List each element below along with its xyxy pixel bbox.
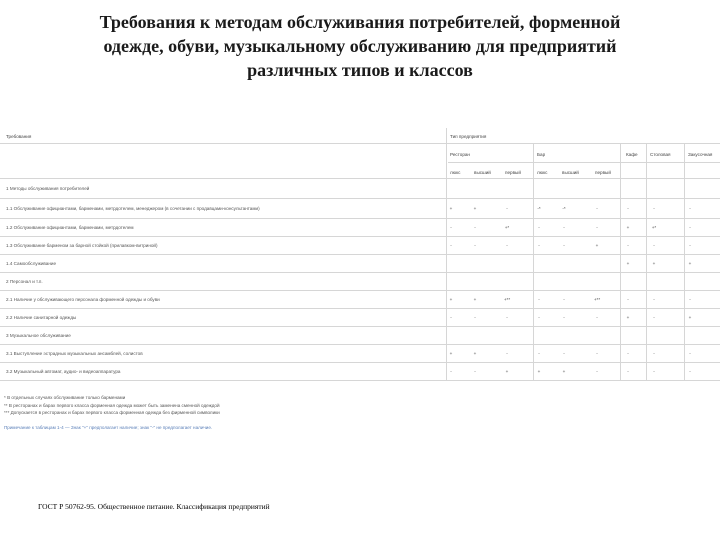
table-cell: -: [474, 369, 476, 374]
table-cell: +: [449, 351, 453, 356]
table-cell: +: [537, 369, 541, 374]
slide-title: [40, 10, 680, 82]
row-label: 3 Музыкальное обслуживание: [6, 333, 71, 338]
table-cell: -: [474, 243, 476, 248]
table-rule: [0, 198, 720, 199]
table-rule: [533, 143, 534, 380]
table-cell: -: [653, 351, 655, 356]
table-cell: -: [627, 243, 629, 248]
group-header: Ресторан: [450, 152, 470, 157]
table-cell: -*: [562, 206, 566, 211]
type-header: Тип предприятия: [450, 134, 487, 139]
table-cell: -: [563, 243, 565, 248]
row-label: 2.2 Наличие санитарной одежды: [6, 315, 77, 320]
table-cell: -: [689, 206, 691, 211]
table-cell: -: [563, 351, 565, 356]
table-cell: +: [626, 261, 630, 266]
table-cell: -: [596, 351, 598, 356]
table-cell: -: [596, 206, 598, 211]
table-rule: [0, 344, 720, 345]
table-cell: -: [689, 369, 691, 374]
row-label: 2 Персонал и т.п.: [6, 279, 43, 284]
table-cell: -: [627, 206, 629, 211]
table-cell: +: [626, 315, 630, 320]
table-note-remark: Примечание к таблицам 1-4 — Знак "+" предполагает наличие; знак "-" не предполагает наличие.: [4, 425, 213, 430]
table-rule: [0, 143, 720, 144]
table-cell: +: [505, 369, 509, 374]
table-rule: [0, 308, 720, 309]
table-cell: -: [627, 369, 629, 374]
table-cell: -: [596, 315, 598, 320]
table-cell: -: [653, 243, 655, 248]
table-cell: -: [689, 297, 691, 302]
table-cell: +**: [503, 297, 511, 302]
table-cell: +: [449, 297, 453, 302]
table-cell: +: [449, 206, 453, 211]
table-rule: [0, 272, 720, 273]
table-notes: [4, 395, 524, 433]
footnote: * В отдельных случаях обслуживание только барменами: [4, 395, 126, 400]
table-cell: -: [627, 297, 629, 302]
table-cell: -: [563, 297, 565, 302]
table-cell: -: [450, 225, 452, 230]
table-cell: -: [538, 351, 540, 356]
table-cell: +: [652, 261, 656, 266]
table-rule: [0, 254, 720, 255]
table-cell: +: [473, 351, 477, 356]
title-line: Требования к методам обслуживания потребителей, форменной: [99, 12, 621, 32]
table-cell: -: [563, 225, 565, 230]
table-cell: +*: [504, 225, 510, 230]
class-header: люкс: [537, 170, 548, 175]
table-cell: -: [538, 225, 540, 230]
table-cell: +: [688, 315, 692, 320]
table-cell: -: [474, 225, 476, 230]
table-cell: -*: [537, 206, 541, 211]
requirements-header: Требования: [6, 134, 32, 139]
table-cell: -: [506, 243, 508, 248]
table-cell: -: [506, 206, 508, 211]
row-label: 1 Методы обслуживания потребителей: [6, 186, 90, 191]
row-label: 3.2 Музыкальный автомат, аудио- и видеоаппаратура: [6, 369, 121, 374]
table-cell: -: [563, 315, 565, 320]
table-cell: -: [450, 369, 452, 374]
table-cell: -: [538, 315, 540, 320]
group-header: Столовая: [650, 152, 671, 157]
table-cell: -: [538, 243, 540, 248]
table-cell: -: [596, 225, 598, 230]
footnote: *** Допускается в ресторанах и барах первого класса форменная одежда без фирменной символики: [4, 410, 220, 415]
source-caption: ГОСТ Р 50762-95. Общественное питание. Классификация предприятий: [38, 502, 270, 511]
footnote: ** В ресторанах и барах первого класса форменная одежда может быть заменена сменной одеждой: [4, 402, 220, 408]
table-rule: [446, 128, 447, 380]
table-rule: [0, 178, 720, 179]
table-cell: +: [473, 206, 477, 211]
class-header: высший: [474, 170, 491, 175]
row-label: 1.1 Обслуживание официантами, барменами, метрдотелем, менеджером (в сочетании с продавцами-консультантами): [6, 206, 260, 211]
row-label: 1.3 Обслуживание барменом за барной стойкой (прилавком-витриной): [6, 243, 158, 248]
table-cell: -: [653, 297, 655, 302]
table-cell: +*: [651, 225, 657, 230]
table-cell: -: [450, 315, 452, 320]
table-rule: [0, 326, 720, 327]
row-label: 1.4 Самообслуживание: [6, 261, 56, 266]
table-cell: -: [653, 206, 655, 211]
table-cell: +: [473, 297, 477, 302]
spacer: [4, 418, 524, 426]
table-rule: [0, 236, 720, 237]
table-cell: +: [595, 243, 599, 248]
table-cell: +: [688, 261, 692, 266]
class-header: первый: [595, 170, 611, 175]
table-rule: [0, 218, 720, 219]
row-label: 2.1 Наличие у обслуживающего персонала форменной одежды и обуви: [6, 297, 160, 302]
group-header: Бар: [537, 152, 546, 157]
group-header: Кафе: [626, 152, 638, 157]
row-label: 3.1 Выступление эстрадных музыкальных ансамблей, солистов: [6, 351, 143, 356]
table-cell: -: [538, 297, 540, 302]
table-cell: -: [627, 351, 629, 356]
table-rule: [448, 162, 720, 163]
table-cell: +: [626, 225, 630, 230]
table-cell: -: [653, 315, 655, 320]
table-cell: -: [506, 315, 508, 320]
table-cell: -: [506, 351, 508, 356]
table-rule: [0, 290, 720, 291]
table-cell: -: [689, 243, 691, 248]
title-line: различных типов и классов: [247, 60, 473, 80]
group-header: Закусочная: [688, 152, 713, 157]
title-line: одежде, обуви, музыкальному обслуживанию для предприятий: [103, 36, 617, 56]
table-cell: -: [689, 225, 691, 230]
table-cell: -: [653, 369, 655, 374]
table-cell: -: [474, 315, 476, 320]
table-cell: -: [689, 351, 691, 356]
row-label: 1.2 Обслуживание официантами, барменами, метрдотелем: [6, 225, 134, 230]
table-cell: -: [450, 243, 452, 248]
table-cell: +: [562, 369, 566, 374]
class-header: первый: [505, 170, 521, 175]
table-cell: -: [596, 369, 598, 374]
table-rule: [0, 362, 720, 363]
table-rule: [0, 380, 720, 381]
table-cell: +**: [593, 297, 601, 302]
class-header: высший: [562, 170, 579, 175]
class-header: люкс: [450, 170, 461, 175]
